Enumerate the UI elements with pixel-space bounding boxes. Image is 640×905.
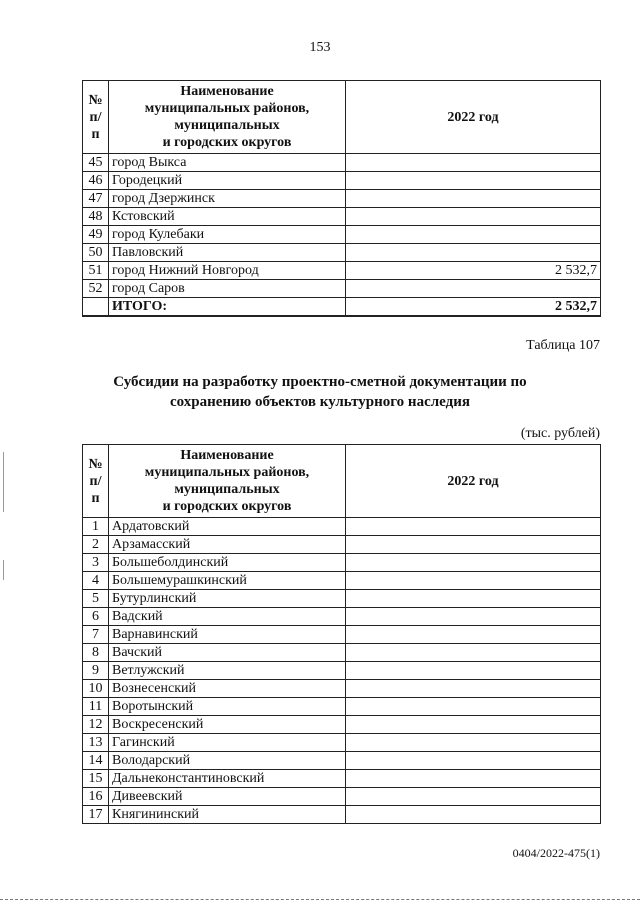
municipality-name: город Саров bbox=[109, 280, 346, 298]
table-body bbox=[83, 154, 601, 298]
row-number: 47 bbox=[83, 190, 109, 208]
municipality-name: город Дзержинск bbox=[109, 190, 346, 208]
year-value bbox=[346, 208, 601, 226]
year-value bbox=[346, 590, 601, 608]
row-number: 45 bbox=[83, 154, 109, 172]
row-number: 52 bbox=[83, 280, 109, 298]
table-row bbox=[83, 608, 601, 626]
header-municipality-name: Наименование муниципальных районов, муниципальных и городских округов bbox=[109, 445, 346, 518]
table-row bbox=[83, 226, 601, 244]
table-row bbox=[83, 626, 601, 644]
table-row bbox=[83, 680, 601, 698]
year-value: 2 532,7 bbox=[346, 262, 601, 280]
municipality-name: Ардатовский bbox=[109, 518, 346, 536]
row-number: 8 bbox=[83, 644, 109, 662]
row-number: 7 bbox=[83, 626, 109, 644]
table-row bbox=[83, 554, 601, 572]
year-value bbox=[346, 626, 601, 644]
year-value bbox=[346, 734, 601, 752]
table-row bbox=[83, 244, 601, 262]
year-value bbox=[346, 716, 601, 734]
year-value bbox=[346, 280, 601, 298]
table-row bbox=[83, 590, 601, 608]
table-row bbox=[83, 172, 601, 190]
total-value: 2 532,7 bbox=[346, 298, 601, 317]
table-label: Таблица 107 bbox=[526, 338, 600, 353]
table-row bbox=[83, 644, 601, 662]
municipality-name: Кстовский bbox=[109, 208, 346, 226]
municipality-name: Княгининский bbox=[109, 806, 346, 824]
municipality-name: Вачский bbox=[109, 644, 346, 662]
year-value bbox=[346, 752, 601, 770]
header-number: № п/п bbox=[83, 81, 109, 154]
year-value bbox=[346, 680, 601, 698]
table-row bbox=[83, 190, 601, 208]
table-row bbox=[83, 788, 601, 806]
municipality-name: Володарский bbox=[109, 752, 346, 770]
header-year: 2022 год bbox=[346, 445, 601, 518]
year-value bbox=[346, 770, 601, 788]
row-number: 2 bbox=[83, 536, 109, 554]
total-row bbox=[83, 298, 601, 317]
municipality-name: Павловский bbox=[109, 244, 346, 262]
row-number: 46 bbox=[83, 172, 109, 190]
row-number: 11 bbox=[83, 698, 109, 716]
table-row bbox=[83, 770, 601, 788]
table-row bbox=[83, 698, 601, 716]
page-number: 153 bbox=[309, 40, 331, 55]
municipality-name: Большеболдинский bbox=[109, 554, 346, 572]
scan-margin-mark bbox=[3, 452, 4, 512]
row-number: 50 bbox=[83, 244, 109, 262]
municipality-name: город Выкса bbox=[109, 154, 346, 172]
year-value bbox=[346, 608, 601, 626]
total-number-cell bbox=[83, 298, 109, 317]
table-row bbox=[83, 154, 601, 172]
municipality-name: Дальнеконстантиновский bbox=[109, 770, 346, 788]
table-row bbox=[83, 280, 601, 298]
year-value bbox=[346, 788, 601, 806]
row-number: 15 bbox=[83, 770, 109, 788]
table-row bbox=[83, 572, 601, 590]
heritage-subsidy-table bbox=[82, 444, 601, 824]
table-row bbox=[83, 262, 601, 280]
table-row bbox=[83, 662, 601, 680]
row-number: 1 bbox=[83, 518, 109, 536]
row-number: 9 bbox=[83, 662, 109, 680]
year-value bbox=[346, 572, 601, 590]
municipality-name: город Нижний Новгород bbox=[109, 262, 346, 280]
year-value bbox=[346, 518, 601, 536]
year-value bbox=[346, 154, 601, 172]
municipality-name: Ветлужский bbox=[109, 662, 346, 680]
year-value bbox=[346, 698, 601, 716]
year-value bbox=[346, 536, 601, 554]
row-number: 48 bbox=[83, 208, 109, 226]
total-label: ИТОГО: bbox=[109, 298, 346, 317]
scan-margin-mark bbox=[3, 560, 4, 580]
table-row bbox=[83, 734, 601, 752]
table-row bbox=[83, 208, 601, 226]
row-number: 5 bbox=[83, 590, 109, 608]
municipality-name: Вадский bbox=[109, 608, 346, 626]
row-number: 13 bbox=[83, 734, 109, 752]
municipality-name: город Кулебаки bbox=[109, 226, 346, 244]
municipality-name: Городецкий bbox=[109, 172, 346, 190]
year-value bbox=[346, 244, 601, 262]
row-number: 4 bbox=[83, 572, 109, 590]
municipality-name: Бутурлинский bbox=[109, 590, 346, 608]
row-number: 49 bbox=[83, 226, 109, 244]
year-value bbox=[346, 554, 601, 572]
table-row bbox=[83, 806, 601, 824]
subsidy-table-continued bbox=[82, 80, 601, 317]
row-number: 51 bbox=[83, 262, 109, 280]
row-number: 3 bbox=[83, 554, 109, 572]
header-number: № п/п bbox=[83, 445, 109, 518]
municipality-name: Арзамасский bbox=[109, 536, 346, 554]
year-value bbox=[346, 806, 601, 824]
year-value bbox=[346, 662, 601, 680]
year-value bbox=[346, 190, 601, 208]
document-id: 0404/2022-475(1) bbox=[512, 846, 600, 860]
units-label: (тыс. рублей) bbox=[520, 426, 600, 441]
municipality-name: Большемурашкинский bbox=[109, 572, 346, 590]
municipality-name: Воскресенский bbox=[109, 716, 346, 734]
table-header-row bbox=[83, 81, 601, 154]
row-number: 12 bbox=[83, 716, 109, 734]
year-value bbox=[346, 644, 601, 662]
row-number: 14 bbox=[83, 752, 109, 770]
header-municipality-name: Наименование муниципальных районов, муниципальных и городских округов bbox=[109, 81, 346, 154]
row-number: 6 bbox=[83, 608, 109, 626]
row-number: 16 bbox=[83, 788, 109, 806]
row-number: 10 bbox=[83, 680, 109, 698]
year-value bbox=[346, 226, 601, 244]
row-number: 17 bbox=[83, 806, 109, 824]
table-row bbox=[83, 518, 601, 536]
header-year: 2022 год bbox=[346, 81, 601, 154]
table-header-row bbox=[83, 445, 601, 518]
table-row bbox=[83, 536, 601, 554]
scan-bottom-rule bbox=[0, 899, 640, 901]
year-value bbox=[346, 172, 601, 190]
municipality-name: Гагинский bbox=[109, 734, 346, 752]
table-body bbox=[83, 518, 601, 824]
table-row bbox=[83, 716, 601, 734]
municipality-name: Дивеевский bbox=[109, 788, 346, 806]
table-row bbox=[83, 752, 601, 770]
municipality-name: Вознесенский bbox=[109, 680, 346, 698]
municipality-name: Варнавинский bbox=[109, 626, 346, 644]
table-title: Субсидии на разработку проектно-сметной документации по сохранению объектов культурного наследия bbox=[113, 374, 527, 410]
municipality-name: Воротынский bbox=[109, 698, 346, 716]
